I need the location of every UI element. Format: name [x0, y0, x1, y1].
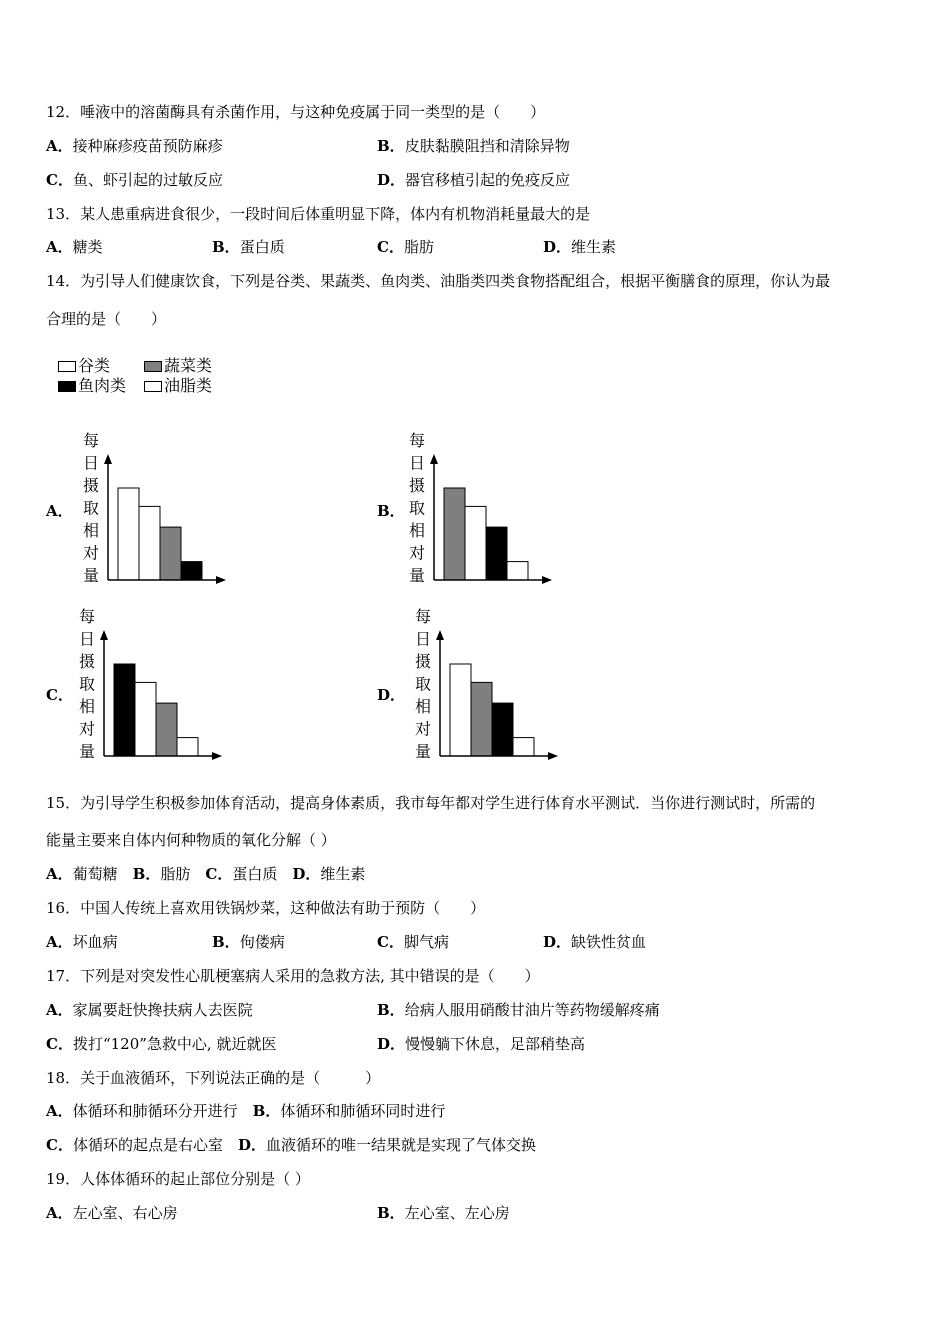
- y-axis-label-char: 相: [408, 521, 426, 540]
- y-axis-arrow: [430, 454, 438, 464]
- y-axis-label-char: 相: [82, 521, 100, 540]
- bar: [156, 703, 177, 756]
- chart-a-label: A．: [46, 502, 73, 520]
- q16-option-c: C．脚气病: [377, 933, 449, 951]
- q12-option-d: D．器官移植引起的免疫反应: [377, 171, 571, 189]
- chart-c-label: C．: [46, 686, 73, 704]
- x-axis-arrow: [212, 752, 222, 760]
- y-axis-label-char: 对: [414, 719, 432, 739]
- y-axis-arrow: [436, 630, 444, 640]
- bar-chart-b: [402, 430, 562, 590]
- y-axis-label-char: 日: [414, 629, 432, 649]
- q12-option-c: C．鱼、虾引起的过敏反应: [46, 171, 223, 189]
- q16-option-d: D．缺铁性贫血: [543, 933, 647, 951]
- y-axis-label-char: 取: [414, 674, 432, 694]
- q16-option-b: B．佝偻病: [212, 933, 285, 951]
- y-axis-label-char: 每: [408, 431, 426, 450]
- q18-options-row2: C．体循环的起点是右心室 D．血液循环的唯一结果就是实现了气体交换: [46, 1136, 537, 1154]
- y-axis-label-char: 对: [408, 543, 426, 563]
- legend-swatch-white: [58, 361, 76, 372]
- y-axis-label-char: 日: [408, 453, 426, 473]
- q17-option-d: D．慢慢躺下休息，足部稍垫高: [377, 1035, 586, 1053]
- bar-chart-c: [72, 606, 232, 766]
- y-axis-label-char: 量: [414, 742, 432, 761]
- bar: [177, 738, 198, 756]
- y-axis-label-char: 每: [82, 431, 100, 450]
- chart-d-label: D．: [377, 686, 406, 704]
- legend-item-oil: 油脂类: [144, 377, 212, 395]
- bar: [450, 664, 471, 756]
- q15-options: A．葡萄糖 B．脂肪 C．蛋白质 D．维生素: [46, 865, 366, 883]
- bar: [444, 488, 465, 580]
- bar: [135, 682, 156, 756]
- q13-option-d: D．维生素: [543, 238, 617, 256]
- y-axis-label-char: 日: [78, 629, 96, 649]
- q12-option-a: A．接种麻疹疫苗预防麻疹: [46, 137, 223, 155]
- bar: [118, 488, 139, 580]
- q13-stem: 13．某人患重病进食很少，一段时间后体重明显下降，体内有机物消耗量最大的是: [46, 205, 591, 223]
- y-axis-label-char: 取: [82, 498, 100, 518]
- q12-option-b: B．皮肤黏膜阻挡和清除异物: [377, 137, 570, 155]
- bar: [471, 682, 492, 756]
- y-axis-label-char: 摄: [414, 652, 432, 671]
- bar: [486, 527, 507, 580]
- q15-stem-line2: 能量主要来自体内何种物质的氧化分解（ ）: [46, 831, 336, 849]
- bar: [160, 527, 181, 580]
- y-axis-label-char: 摄: [78, 652, 96, 671]
- y-axis-label-char: 日: [82, 453, 100, 473]
- y-axis-label-char: 相: [78, 697, 96, 716]
- bar: [507, 562, 528, 580]
- q13-option-a: A．糖类: [46, 238, 103, 256]
- y-axis-label-char: 对: [82, 543, 100, 563]
- x-axis-arrow: [216, 576, 226, 584]
- chart-b-label: B．: [377, 502, 405, 520]
- bar: [181, 562, 202, 580]
- y-axis-label-char: 摄: [82, 476, 100, 495]
- q12-stem: 12．唾液中的溶菌酶具有杀菌作用，与这种免疫属于同一类型的是（ ）: [46, 103, 546, 121]
- legend-item-vegetable: 蔬菜类: [144, 357, 212, 375]
- q17-option-c: C．拨打“120”急救中心, 就近就医: [46, 1035, 277, 1053]
- legend-swatch-black: [58, 381, 76, 392]
- q19-option-b: B．左心室、左心房: [377, 1204, 510, 1222]
- legend-item-grain: 谷类: [58, 357, 110, 375]
- legend-item-fish-meat: 鱼肉类: [58, 377, 126, 395]
- q14-stem-line2: 合理的是（ ）: [46, 310, 167, 328]
- q19-option-a: A．左心室、右心房: [46, 1204, 178, 1222]
- bar: [492, 703, 513, 756]
- y-axis-label-char: 取: [408, 498, 426, 518]
- y-axis-label-char: 量: [408, 566, 426, 585]
- x-axis-arrow: [542, 576, 552, 584]
- bar-chart-a: [76, 430, 236, 590]
- q16-option-a: A．坏血病: [46, 933, 118, 951]
- bar: [513, 738, 534, 756]
- y-axis-arrow: [104, 454, 112, 464]
- q18-stem: 18．关于血液循环，下列说法正确的是（ ）: [46, 1069, 381, 1087]
- bar-chart-d: [408, 606, 568, 766]
- y-axis-label-char: 每: [78, 607, 96, 626]
- legend-swatch-white: [144, 381, 162, 392]
- q13-option-b: B．蛋白质: [212, 238, 285, 256]
- q16-stem: 16．中国人传统上喜欢用铁锅炒菜，这种做法有助于预防（ ）: [46, 899, 486, 917]
- q14-stem-line1: 14．为引导人们健康饮食，下列是谷类、果蔬类、鱼肉类、油脂类四类食物搭配组合，根据平衡膳食的原理，你认为最: [46, 272, 831, 290]
- y-axis-label-char: 对: [78, 719, 96, 739]
- bar: [465, 506, 486, 580]
- y-axis-label-char: 取: [78, 674, 96, 694]
- bar: [114, 664, 135, 756]
- q13-option-c: C．脂肪: [377, 238, 434, 256]
- q18-options-row1: A．体循环和肺循环分开进行 B．体循环和肺循环同时进行: [46, 1102, 446, 1120]
- q17-option-a: A．家属要赶快搀扶病人去医院: [46, 1001, 253, 1019]
- q19-stem: 19．人体体循环的起止部位分别是（ ）: [46, 1170, 310, 1188]
- y-axis-label-char: 相: [414, 697, 432, 716]
- legend-swatch-gray: [144, 361, 162, 372]
- q15-stem-line1: 15．为引导学生积极参加体育活动，提高身体素质，我市每年都对学生进行体育水平测试．当你进行测试时，所需的: [46, 794, 816, 812]
- y-axis-label-char: 摄: [408, 476, 426, 495]
- y-axis-label-char: 量: [78, 742, 96, 761]
- q17-option-b: B．给病人服用硝酸甘油片等药物缓解疼痛: [377, 1001, 660, 1019]
- y-axis-arrow: [100, 630, 108, 640]
- bar: [139, 506, 160, 580]
- x-axis-arrow: [548, 752, 558, 760]
- q17-stem: 17．下列是对突发性心肌梗塞病人采用的急救方法, 其中错误的是（ ）: [46, 967, 540, 985]
- y-axis-label-char: 每: [414, 607, 432, 626]
- y-axis-label-char: 量: [82, 566, 100, 585]
